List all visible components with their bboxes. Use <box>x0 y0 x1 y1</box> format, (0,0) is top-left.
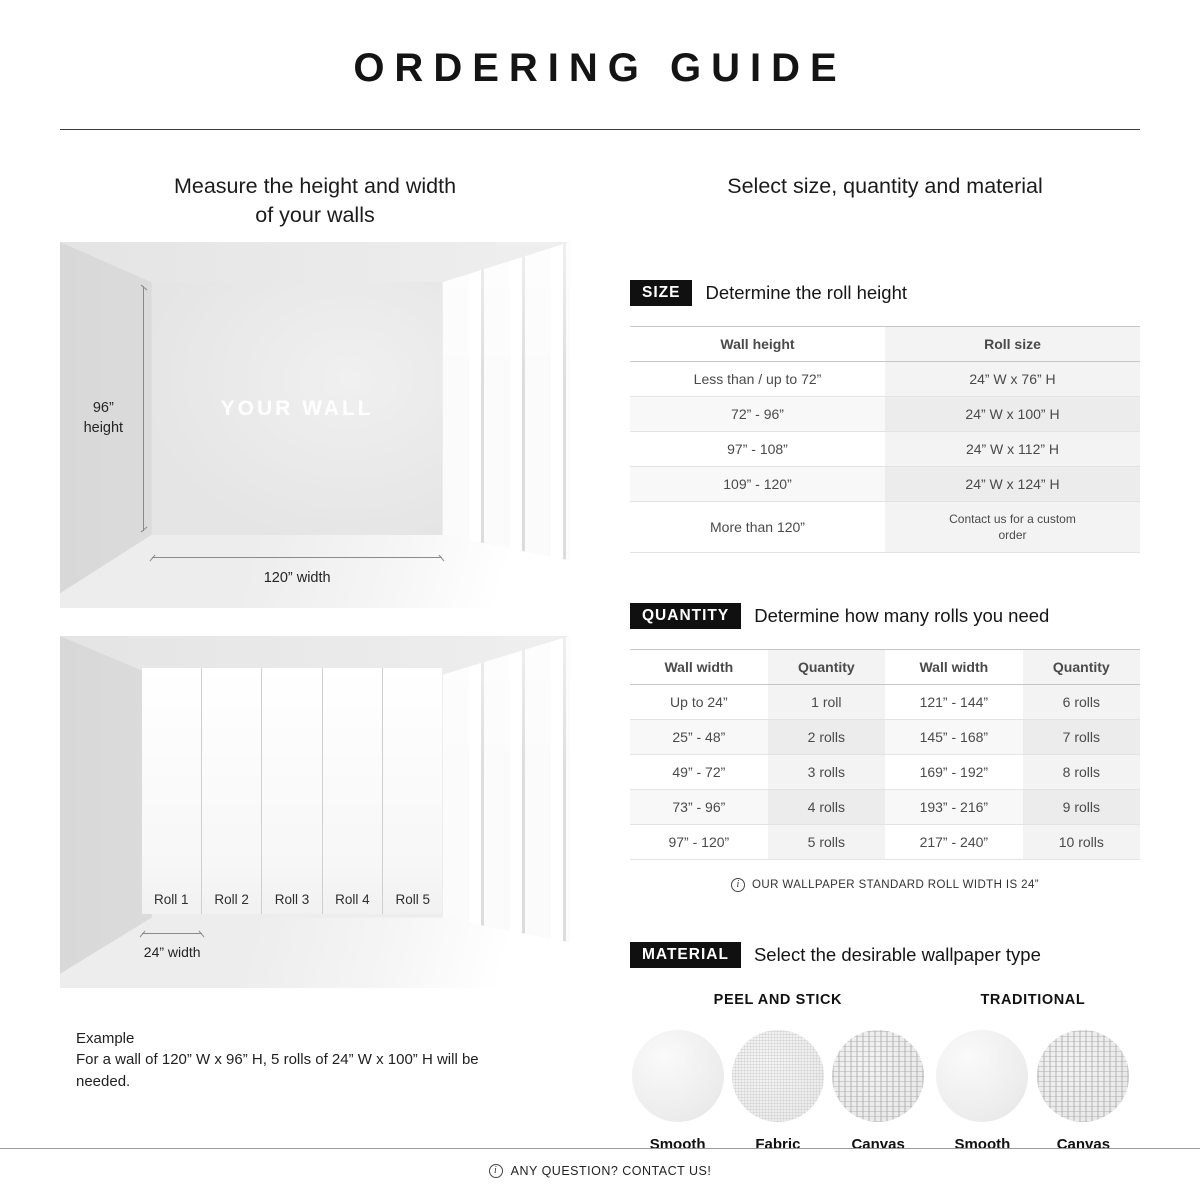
room-back-wall <box>152 282 443 535</box>
quantity-subtitle: Determine how many rolls you need <box>754 605 1050 627</box>
swatch-label: Smooth <box>954 1136 1011 1154</box>
quantity-cell: 2 rolls <box>768 720 885 754</box>
quantity-table-row <box>630 685 1140 720</box>
quantity-cell: 4 rolls <box>768 790 885 824</box>
roll-label: Roll 4 <box>335 891 370 907</box>
qty-header-wall-width: Wall width <box>664 659 734 676</box>
wall-width-cell: 25” - 48” <box>672 729 726 746</box>
roll-label: Roll 3 <box>274 891 310 907</box>
quantity-cell: 9 rolls <box>1023 790 1140 824</box>
height-value: 96” <box>92 400 114 417</box>
height-word: height <box>83 419 124 436</box>
roll-panel <box>142 668 202 914</box>
quantity-table-row <box>630 825 1140 860</box>
quantity-cell: 1 roll <box>768 685 885 719</box>
measure-heading-line2: of your walls <box>255 203 375 228</box>
info-icon <box>731 878 745 892</box>
material-section <box>630 942 1140 1153</box>
page-title: ORDERING GUIDE <box>353 46 847 90</box>
size-section-head <box>630 280 1140 306</box>
title-divider <box>60 129 1140 130</box>
size-table-row <box>630 362 1140 397</box>
wall-height-cell: 109” - 120” <box>723 476 792 492</box>
width-dimension-line <box>152 557 443 558</box>
quantity-cell: 6 rolls <box>1023 685 1140 719</box>
roll-label: Roll 5 <box>395 891 431 907</box>
quantity-table-row <box>630 720 1140 755</box>
size-table-row <box>630 397 1140 432</box>
measure-heading <box>60 172 570 236</box>
qty-header-quantity: Quantity <box>1023 650 1140 684</box>
size-table-row <box>630 467 1140 502</box>
quantity-table <box>630 649 1140 860</box>
material-group-traditional <box>926 992 1140 1153</box>
size-table-row <box>630 502 1140 553</box>
material-group-title: TRADITIONAL <box>980 992 1086 1009</box>
swatch-label: Fabric <box>755 1136 801 1154</box>
swatch-label: Smooth <box>649 1136 706 1154</box>
swatch-label: Canvas <box>851 1136 905 1154</box>
quantity-section-head <box>630 603 1140 629</box>
size-subtitle: Determine the roll height <box>705 282 908 303</box>
roll-panel <box>323 668 383 914</box>
wall-width-cell: Up to 24” <box>670 694 728 711</box>
roll-size-cell: 24” W x 124” H <box>885 467 1140 501</box>
material-groups <box>630 992 1140 1153</box>
example-text: For a wall of 120” W x 96” H, 5 rolls of 24” W x 100” H will be needed. <box>76 1051 479 1090</box>
roll-size-cell: 24” W x 76” H <box>885 362 1140 396</box>
wall-width-cell: 49” - 72” <box>672 764 726 781</box>
quantity-cell: 3 rolls <box>768 755 885 789</box>
roll-width-dimension-line <box>142 933 202 934</box>
select-heading: Select size, quantity and material <box>727 174 1043 198</box>
swatch-canvas <box>831 1030 926 1153</box>
smooth-texture-icon <box>632 1030 724 1122</box>
quantity-badge: QUANTITY <box>630 603 741 629</box>
roll-size-cell: 24” W x 100” H <box>885 397 1140 431</box>
size-header-wall-height: Wall height <box>720 336 795 352</box>
roll-size-cell: 24” W x 112” H <box>885 432 1140 466</box>
smooth-texture-icon <box>936 1030 1028 1122</box>
material-section-head <box>630 942 1140 968</box>
select-column <box>630 172 1140 1153</box>
roll-panel <box>262 668 322 914</box>
fabric-texture-icon <box>732 1030 824 1122</box>
custom-order-text: Contact us for a custom order <box>949 512 1076 543</box>
wall-height-cell: Less than / up to 72” <box>693 371 822 387</box>
quantity-table-header <box>630 649 1140 685</box>
content-columns <box>0 172 1200 1153</box>
roll-size-cell <box>885 502 1140 552</box>
material-subtitle: Select the desirable wallpaper type <box>753 944 1041 966</box>
canvas-texture-icon <box>1037 1030 1129 1122</box>
roll-panel <box>202 668 262 914</box>
wall-width-cell: 217” - 240” <box>919 834 989 851</box>
wall-width-cell: 121” - 144” <box>919 694 989 711</box>
wall-width-cell: 73” - 96” <box>672 799 726 816</box>
wall-height-cell: More than 120” <box>710 519 805 536</box>
measure-column <box>60 172 570 1153</box>
material-group-title: PEEL AND STICK <box>713 992 843 1009</box>
size-header-roll-size: Roll size <box>885 327 1140 361</box>
example-block <box>60 1028 530 1092</box>
swatch-smooth <box>934 1030 1030 1153</box>
size-table-header <box>630 326 1140 362</box>
swatch-row <box>926 1030 1140 1153</box>
quantity-table-row <box>630 790 1140 825</box>
wall-height-cell: 72” - 96” <box>731 406 784 422</box>
quantity-cell: 10 rolls <box>1023 825 1140 859</box>
wallpaper-roll-panels <box>142 668 443 914</box>
wall-width-cell: 145” - 168” <box>919 729 989 746</box>
wall-width-cell: 97” - 120” <box>668 834 730 851</box>
quantity-table-row <box>630 755 1140 790</box>
wall-width-cell: 169” - 192” <box>919 764 989 781</box>
height-dimension-line <box>143 286 144 531</box>
roll-label: Roll 1 <box>154 891 189 907</box>
size-badge: SIZE <box>630 280 692 306</box>
wall-width-cell: 193” - 216” <box>919 799 989 816</box>
qty-header-wall-width: Wall width <box>919 659 989 676</box>
size-table-row <box>630 432 1140 467</box>
height-dimension-label <box>68 399 139 438</box>
size-table <box>630 326 1140 553</box>
example-title: Example <box>76 1030 135 1047</box>
quantity-cell: 7 rolls <box>1023 720 1140 754</box>
quantity-section <box>630 603 1140 892</box>
size-section <box>630 280 1140 553</box>
canvas-texture-icon <box>832 1030 924 1122</box>
roll-width-note-text: OUR WALLPAPER STANDARD ROLL WIDTH IS 24” <box>752 879 1039 892</box>
material-group-peel-and-stick <box>630 992 926 1153</box>
room-diagram-your-wall <box>60 242 570 608</box>
quantity-cell: 5 rolls <box>768 825 885 859</box>
roll-width-dimension-label: 24” width <box>143 944 201 960</box>
your-wall-label: YOUR WALL <box>220 396 374 420</box>
wall-height-cell: 97” - 108” <box>727 441 788 457</box>
swatch-smooth <box>630 1030 725 1153</box>
footer-contact-bar <box>0 1148 1200 1200</box>
roll-label: Roll 2 <box>214 891 249 907</box>
roll-panel <box>383 668 442 914</box>
material-badge: MATERIAL <box>630 942 741 968</box>
info-icon <box>489 1164 503 1178</box>
width-dimension-label: 120” width <box>263 569 331 586</box>
footer-contact-text: ANY QUESTION? CONTACT US! <box>510 1164 712 1178</box>
roll-width-note <box>630 878 1140 892</box>
measure-heading-line1: Measure the height and width <box>173 174 457 198</box>
room-diagram-rolls <box>60 636 570 988</box>
swatch-fabric <box>730 1030 825 1153</box>
quantity-cell: 8 rolls <box>1023 755 1140 789</box>
qty-header-quantity: Quantity <box>768 650 885 684</box>
swatch-row <box>630 1030 926 1153</box>
swatch-canvas <box>1035 1030 1131 1153</box>
swatch-label: Canvas <box>1056 1136 1111 1154</box>
